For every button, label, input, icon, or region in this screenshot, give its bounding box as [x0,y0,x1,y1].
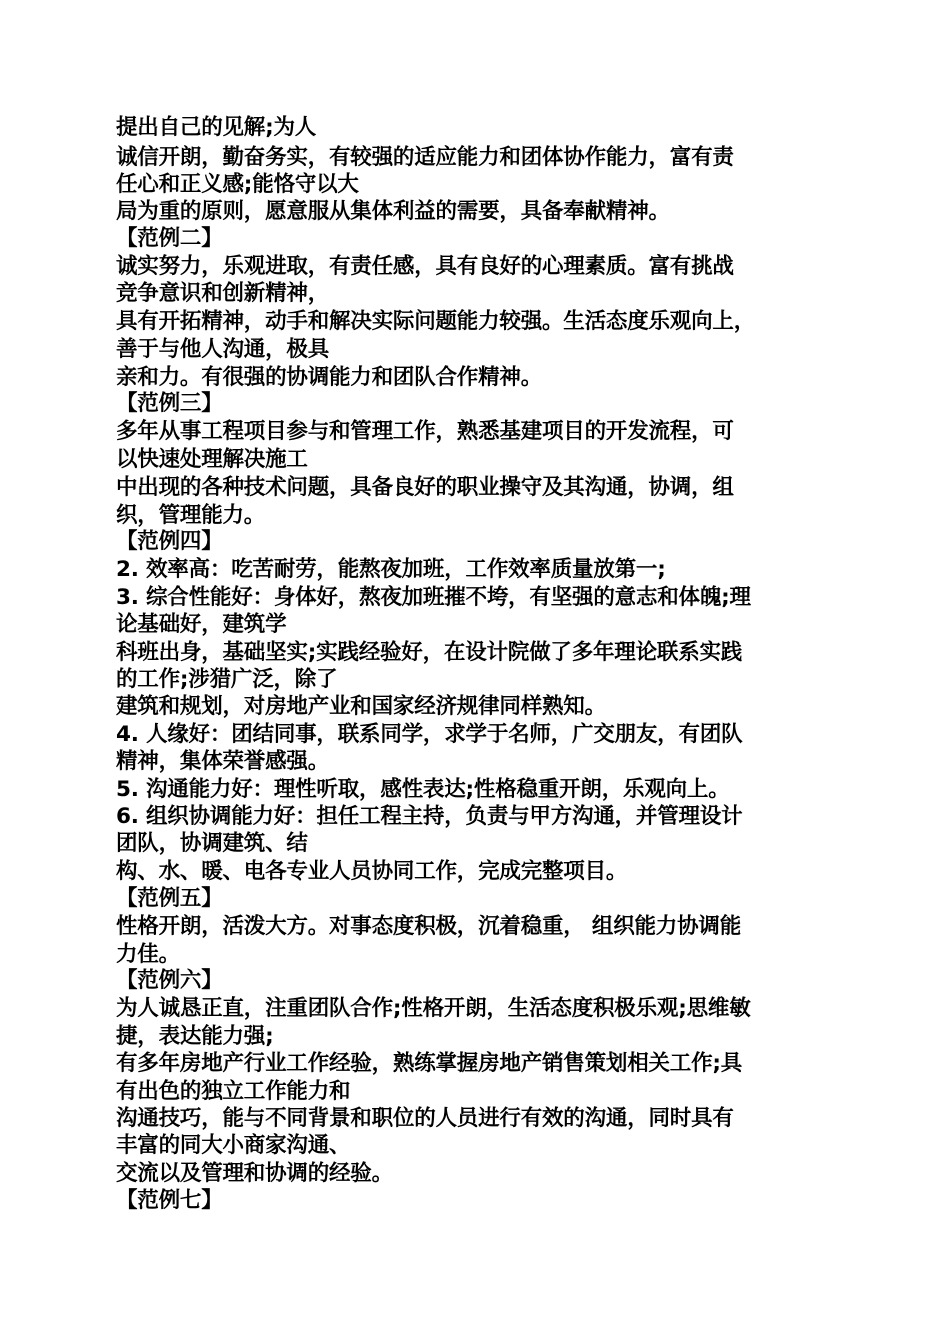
text-line: 有出色的独立工作能力和 [116,1079,351,1104]
text-line: 亲和力。有很强的协调能力和团队合作精神。 [116,365,543,390]
text-line: 论基础好，建筑学 [116,612,287,637]
text-line: 科班出身，基础坚实;实践经验好，在设计院做了多年理论联系实践 [116,640,743,665]
text-line: 构、水、暖、电各专业人员协同工作，完成完整项目。 [116,859,628,884]
text-line: 善于与他人沟通，极具 [116,337,330,362]
text-line: 诚信开朗，勤奋务实，有较强的适应能力和团体协作能力，富有责 [116,145,734,170]
text-line: 沟通技巧，能与不同背景和职位的人员进行有效的沟通，同时具有 [116,1106,734,1131]
text-line: 提出自己的见解;为人 [116,115,317,140]
section-heading: 【范例六】 [116,968,223,993]
text-line: 3. 综合性能好：身体好，熬夜加班摧不垮，有坚强的意志和体魄;理 [116,585,751,610]
text-line: 中出现的各种技术问题，具备良好的职业操守及其沟通，协调，组 [116,475,734,500]
text-line: 竞争意识和创新精神， [116,281,330,306]
text-line: 4. 人缘好：团结同事，联系同学，求学于名师，广交朋友，有团队 [116,722,743,747]
text-line: 任心和正义感;能恪守以大 [116,172,359,197]
text-line: 团队，协调建筑、结 [116,831,308,856]
text-line: 6. 组织协调能力好：担任工程主持，负责与甲方沟通，并管理设计 [116,804,743,829]
section-heading: 【范例七】 [116,1188,223,1213]
section-heading: 【范例四】 [116,529,223,554]
text-line: 5. 沟通能力好：理性听取，感性表达;性格稳重开朗，乐观向上。 [116,777,730,802]
text-line: 丰富的同大小商家沟通、 [116,1133,351,1158]
text-line: 捷，表达能力强; [116,1024,274,1049]
text-line: 具有开拓精神，动手和解决实际问题能力较强。生活态度乐观向上， [116,309,756,334]
text-line: 精神，集体荣誉感强。 [116,749,330,774]
section-heading: 【范例三】 [116,391,223,416]
text-line: 织，管理能力。 [116,503,266,528]
text-line: 诚实努力，乐观进取，有责任感，具有良好的心理素质。富有挑战 [116,254,734,279]
text-line: 为人诚恳正直，注重团队合作;性格开朗，生活态度积极乐观;思维敏 [116,996,751,1021]
text-line: 有多年房地产行业工作经验，熟练掌握房地产销售策划相关工作;具 [116,1051,743,1076]
text-line: 以快速处理解决施工 [116,447,308,472]
text-line: 力佳。 [116,942,180,967]
text-line: 多年从事工程项目参与和管理工作，熟悉基建项目的开发流程，可 [116,419,734,444]
text-line: 交流以及管理和协调的经验。 [116,1161,393,1186]
text-line: 的工作;涉猎广泛，除了 [116,667,338,692]
text-line: 局为重的原则，愿意服从集体利益的需要，具备奉献精神。 [116,199,670,224]
text-line: 性格开朗，活泼大方。对事态度积极，沉着稳重， 组织能力协调能 [116,914,741,939]
section-heading: 【范例五】 [116,886,223,911]
text-line: 建筑和规划，对房地产业和国家经济规律同样熟知。 [116,694,606,719]
text-line: 2. 效率高：吃苦耐劳，能熬夜加班，工作效率质量放第一; [116,557,666,582]
section-heading: 【范例二】 [116,226,223,251]
